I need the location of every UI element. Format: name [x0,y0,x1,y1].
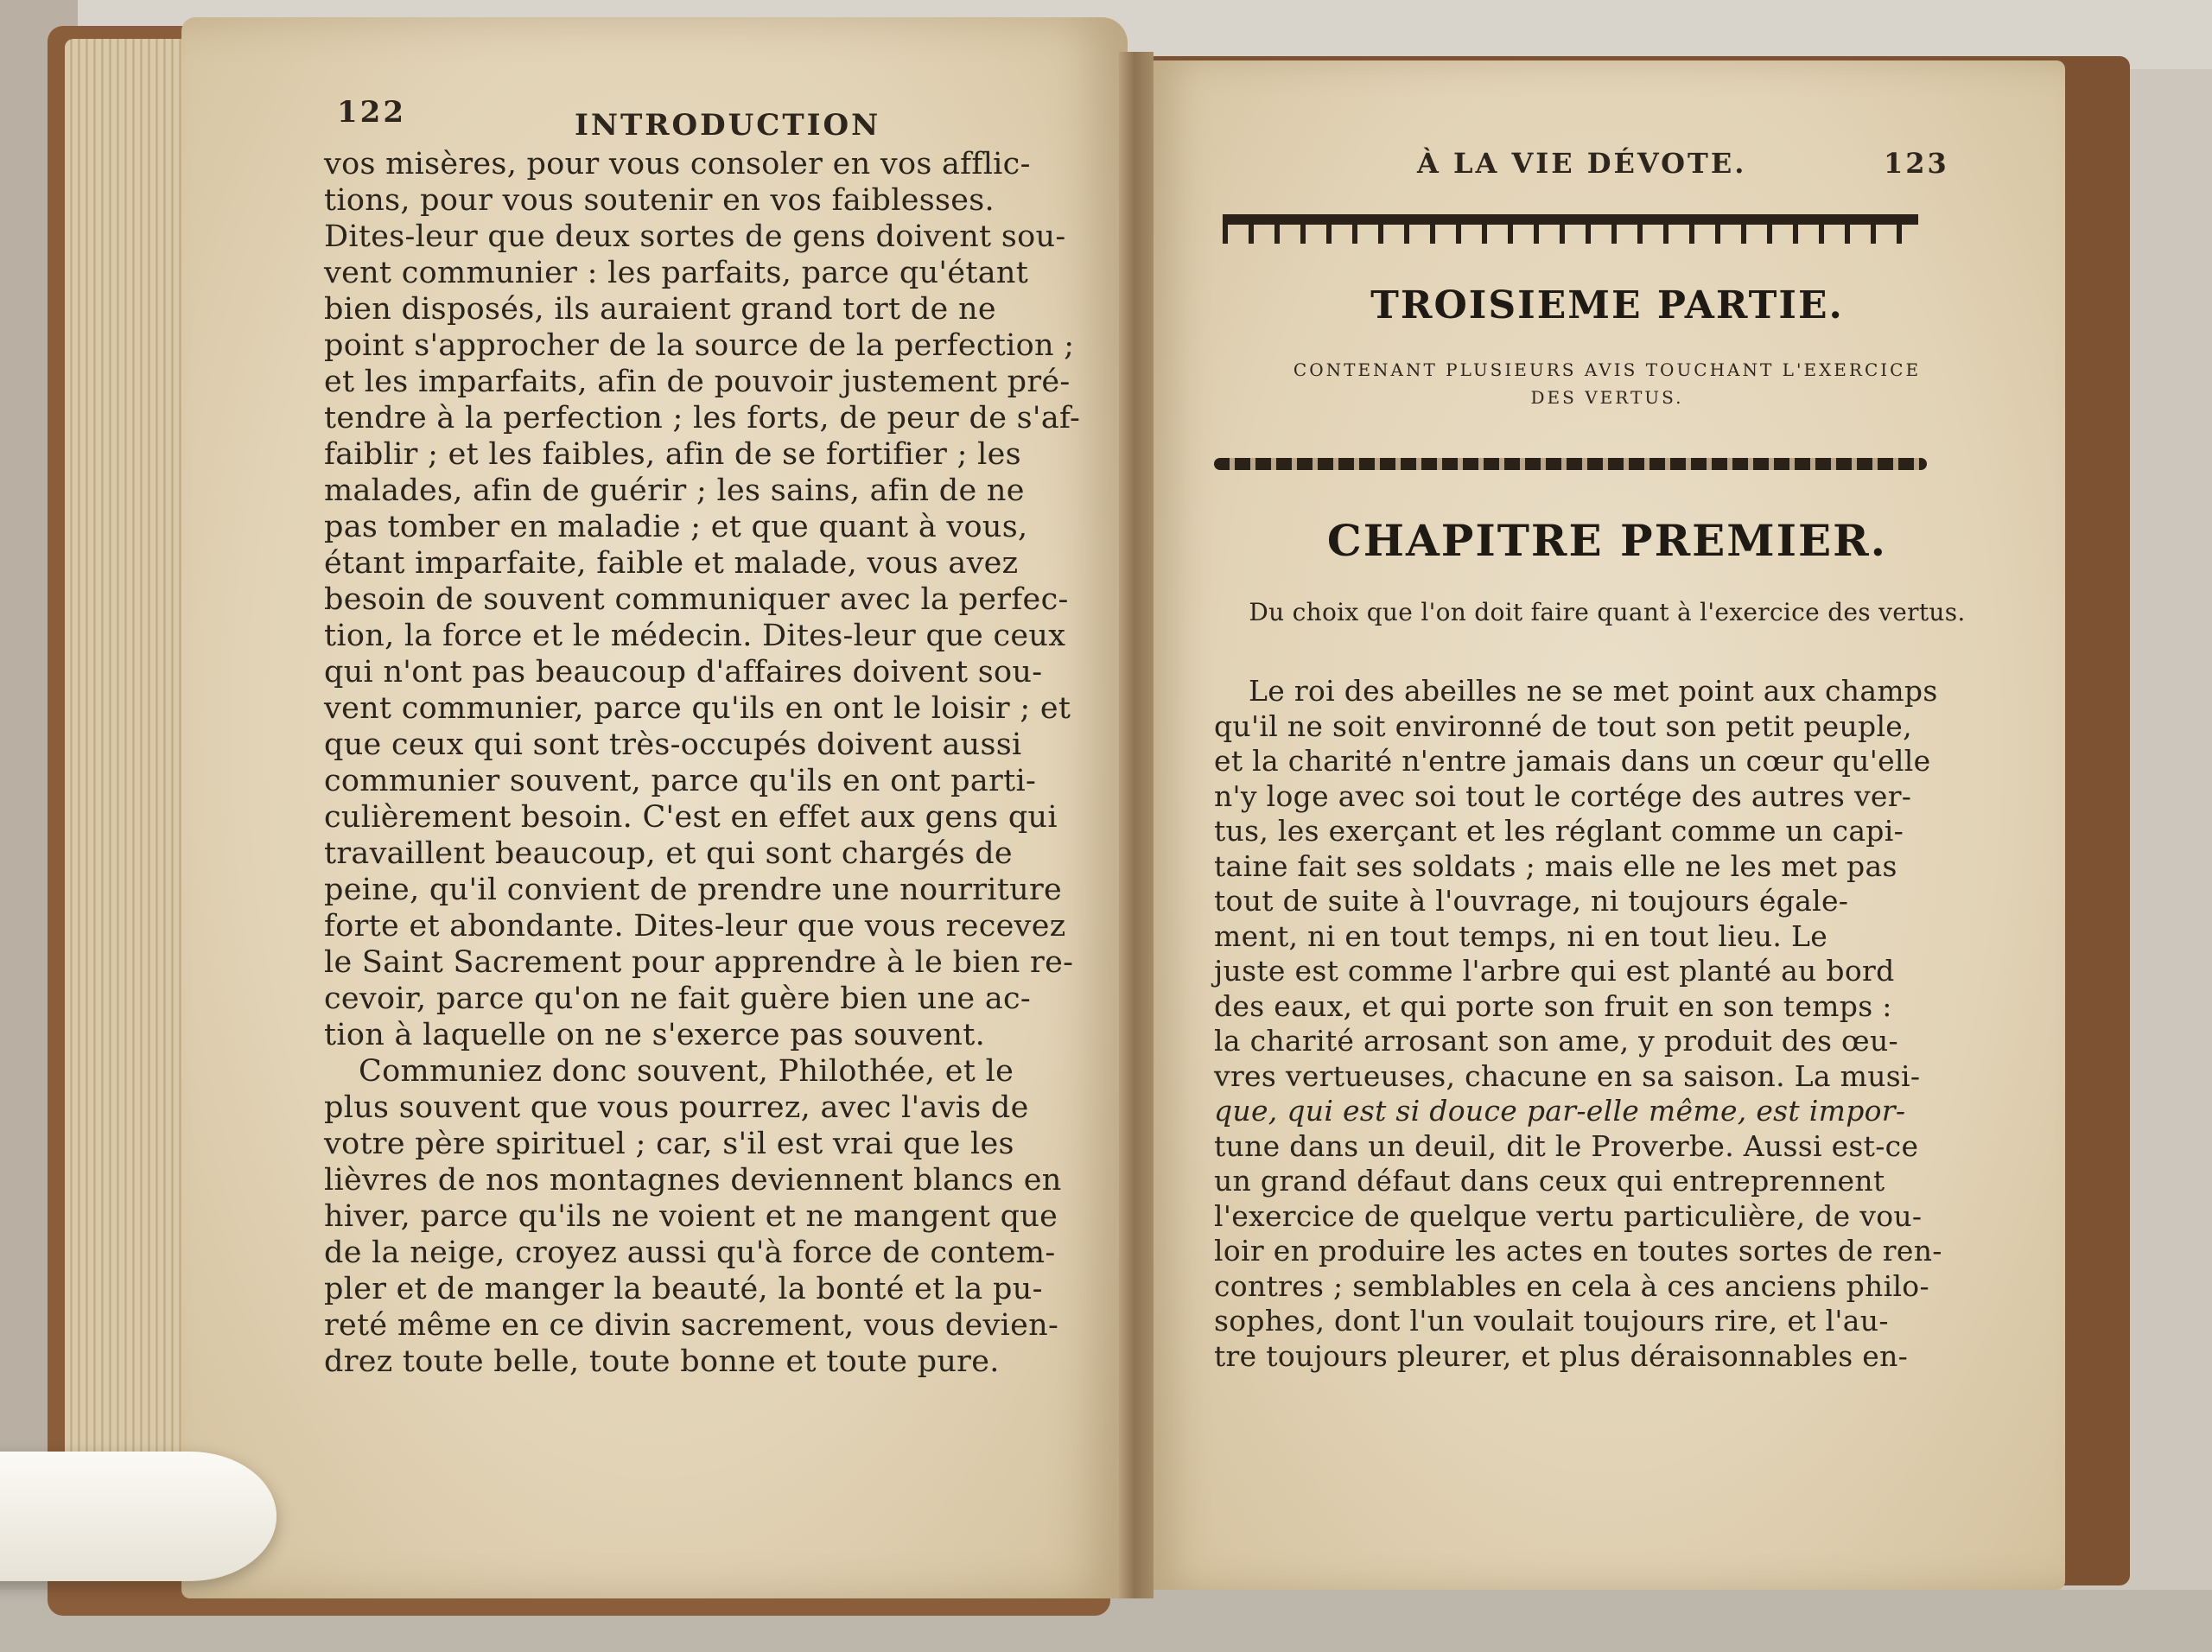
text-line: forte et abondante. Dites-leur que vous recevez [324,909,1066,944]
text-line: point s'approcher de la source de la perfection ; [324,328,1075,363]
text-line: pas tomber en maladie ; et que quant à vous, [324,510,1028,544]
text-line-italic: que, qui est si douce par-elle même, est impor- [1214,1094,1906,1128]
text-line: tions, pour vous soutenir en vos faiblesses. [324,183,995,218]
ornament-band-top [1223,214,1918,244]
text-line: de la neige, croyez aussi qu'à force de contem- [324,1236,1056,1270]
text-line: la charité arrosant son ame, y produit des œu- [1214,1024,1898,1058]
text-line: tre toujours pleurer, et plus déraisonnables en- [1214,1338,1909,1373]
text-line: taine fait ses soldats ; mais elle ne les met pas [1214,848,1897,883]
text-line: lièvres de nos montagnes deviennent blancs en [324,1163,1062,1198]
page-edges [65,39,194,1551]
text-line: travaillent beaucoup, et qui sont chargés de [324,836,1013,871]
chapter-title: CHAPITRE PREMIER. [1326,515,1888,566]
text-line: votre père spirituel ; car, s'il est vrai que les [324,1127,1014,1161]
text-line: tion, la force et le médecin. Dites-leur que ceux [324,619,1066,653]
book-gutter [1119,52,1154,1598]
text-line: communier souvent, parce qu'ils en ont parti- [324,764,1037,798]
text-line: tune dans un deuil, dit le Proverbe. Aussi est-ce [1214,1128,1919,1163]
text-line: pler et de manger la beauté, la bonté et la pu- [324,1272,1043,1306]
text-line: tout de suite à l'ouvrage, ni toujours égale- [1214,884,1849,918]
right-page-number: 123 [1884,147,1949,180]
text-line: contres ; semblables en cela à ces anciens philo- [1214,1268,1929,1303]
part-subtitle-line-2: DES VERTUS. [1530,387,1684,408]
text-line: tus, les exerçant et les réglant comme un capi- [1214,814,1904,848]
text-line: malades, afin de guérir ; les sains, afin de ne [324,473,1025,508]
text-line: besoin de souvent communiquer avec la perfec- [324,582,1069,617]
chapter-subtitle: Du choix que l'on doit faire quant à l'exercice des vertus. [1249,598,1966,626]
text-line: culièrement besoin. C'est en effet aux gens qui [324,800,1058,835]
text-line: peine, qu'il convient de prendre une nourriture [324,873,1063,907]
text-line: étant imparfaite, faible et malade, vous avez [324,546,1019,581]
text-line: plus souvent que vous pourrez, avec l'avis de [324,1090,1029,1125]
text-line: faiblir ; et les faibles, afin de se fortifier ; les [324,437,1021,472]
text-line: cevoir, parce qu'on ne fait guère bien une ac- [324,982,1032,1016]
right-page [1149,60,2065,1590]
text-line: vent communier : les parfaits, parce qu'étant [324,256,1029,290]
part-subtitle-line-1: CONTENANT PLUSIEURS AVIS TOUCHANT L'EXERCICE [1293,359,1922,380]
paper-knife [0,1452,276,1581]
text-line: bien disposés, ils auraient grand tort de ne [324,292,996,327]
ornament-chain-divider [1214,458,1927,470]
text-line: des eaux, et qui porte son fruit en son temps : [1214,988,1892,1023]
left-page [181,17,1128,1598]
text-line: l'exercice de quelque vertu particulière, de vou- [1214,1198,1923,1233]
text-line: vos misères, pour vous consoler en vos afflic- [324,147,1031,181]
text-line: un grand défaut dans ceux qui entreprennent [1214,1164,1885,1198]
part-title: TROISIEME PARTIE. [1370,283,1844,327]
left-running-head: INTRODUCTION [575,108,881,143]
text-line: tendre à la perfection ; les forts, de peur de s'af- [324,401,1081,435]
text-line: vres vertueuses, chacune en sa saison. La musi- [1214,1058,1921,1093]
text-line: n'y loge avec soi tout le cortége des autres ver- [1214,778,1912,813]
text-line: et la charité n'entre jamais dans un cœur qu'elle [1214,744,1931,778]
text-line: qui n'ont pas beaucoup d'affaires doivent sou- [324,655,1043,689]
text-line: drez toute belle, toute bonne et toute pure. [324,1344,1000,1379]
text-line: hiver, parce qu'ils ne voient et ne mangent que [324,1199,1058,1234]
text-line: Le roi des abeilles ne se met point aux champs [1249,674,1938,708]
text-line: sophes, dont l'un voulait toujours rire, et l'au- [1214,1304,1889,1337]
text-line: tion à laquelle on ne s'exerce pas souvent. [324,1018,986,1052]
text-line: loir en produire les actes en toutes sortes de ren- [1214,1234,1942,1268]
text-line: et les imparfaits, afin de pouvoir justement pré- [324,365,1071,399]
text-line: ment, ni en tout temps, ni en tout lieu. Le [1214,918,1828,953]
text-line: que ceux qui sont très-occupés doivent aussi [324,728,1022,762]
text-line: reté même en ce divin sacrement, vous devien- [324,1308,1059,1343]
left-page-number: 122 [337,95,406,130]
right-running-head: À LA VIE DÉVOTE. [1417,147,1747,180]
text-line: Communiez donc souvent, Philothée, et le [359,1054,1014,1089]
text-line: juste est comme l'arbre qui est planté au bord [1214,954,1895,988]
text-line: Dites-leur que deux sortes de gens doivent sou- [324,219,1066,254]
text-line: qu'il ne soit environné de tout son petit peuple, [1214,708,1912,743]
text-line: vent communier, parce qu'ils en ont le loisir ; et [324,691,1071,726]
text-line: le Saint Sacrement pour apprendre à le bien re- [324,945,1074,980]
